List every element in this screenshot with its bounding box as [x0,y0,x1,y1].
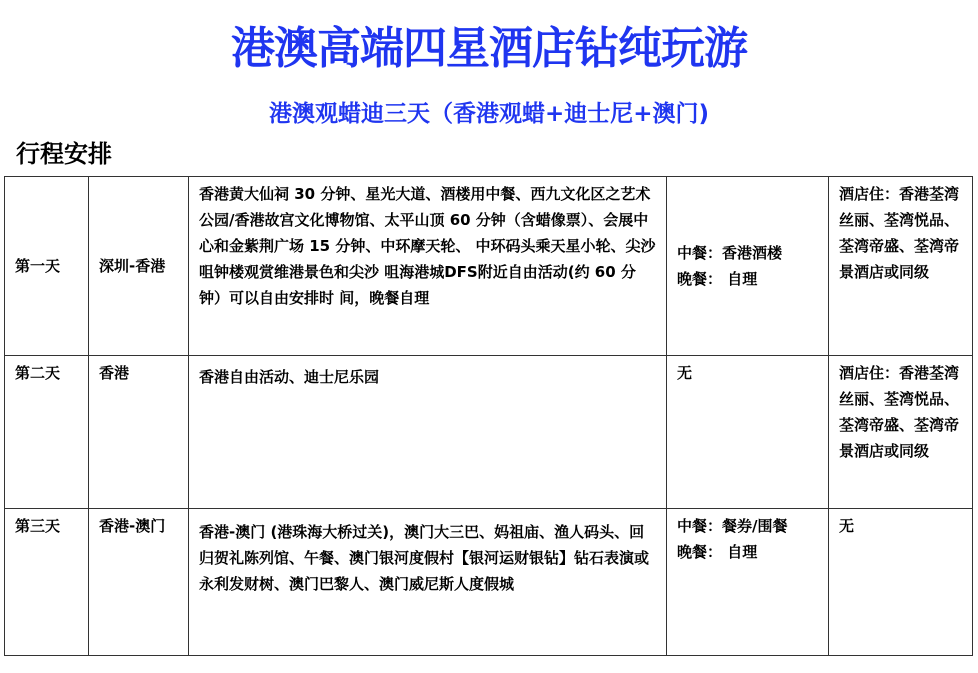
page-subtitle: 港澳观蜡迪三天（香港观蜡+迪士尼+澳门) [268,101,710,127]
lunch-text: 中餐：餐券/围餐 [677,517,788,535]
dinner-text: 晚餐： 自理 [677,543,758,561]
section-title: 行程安排 [16,140,112,168]
hotel-cell: 无 [829,509,973,656]
meals-cell [667,509,829,656]
meals-cell [667,356,829,509]
table-row [5,177,973,356]
page-title: 港澳高端四星酒店钻纯玩游 [231,23,747,74]
hotel-cell: 酒店住：香港荃湾丝丽、荃湾悦品、荃湾帝盛、荃湾帝景酒店或同级 [829,177,973,356]
table-row [5,509,973,656]
itinerary-cell: 香港黄大仙祠 30 分钟、星光大道、酒楼用中餐、西九文化区之艺术公园/香港故宫文化博物馆、太平山顶 60 分钟（含蜡像票）、会展中心和金紫荆广场 15 分钟、中环摩天轮、 中环码头乘天星小轮、尖沙咀钟楼观赏维港景色和尖沙 咀海港城DFS附近自由活动(约 60 分钟）可以自由安排时 间，晚餐自理 [189,177,667,356]
dinner-text: 晚餐： 自理 [677,270,758,288]
day-cell: 第二天 [5,356,89,509]
itinerary-cell: 香港-澳门 (港珠海大桥过关)，澳门大三巴、妈祖庙、渔人码头、回归贺礼陈列馆、午餐、澳门银河度假村【银河运财银钻】钻石表演或永利发财树、澳门巴黎人、澳门威尼斯人度假城 [189,509,667,656]
hotel-cell: 酒店住：香港荃湾丝丽、荃湾悦品、荃湾帝盛、荃湾帝景酒店或同级 [829,356,973,509]
itinerary-table [4,176,973,656]
table-row [5,356,973,509]
lunch-text: 无 [677,364,693,382]
route-cell: 香港 [89,356,189,509]
lunch-text: 中餐：香港酒楼 [677,244,783,262]
day-cell: 第三天 [5,509,89,656]
day-cell: 第一天 [5,177,89,356]
route-cell: 香港-澳门 [89,509,189,656]
itinerary-cell: 香港自由活动、迪士尼乐园 [189,356,667,509]
meals-cell [667,177,829,356]
route-cell: 深圳-香港 [89,177,189,356]
